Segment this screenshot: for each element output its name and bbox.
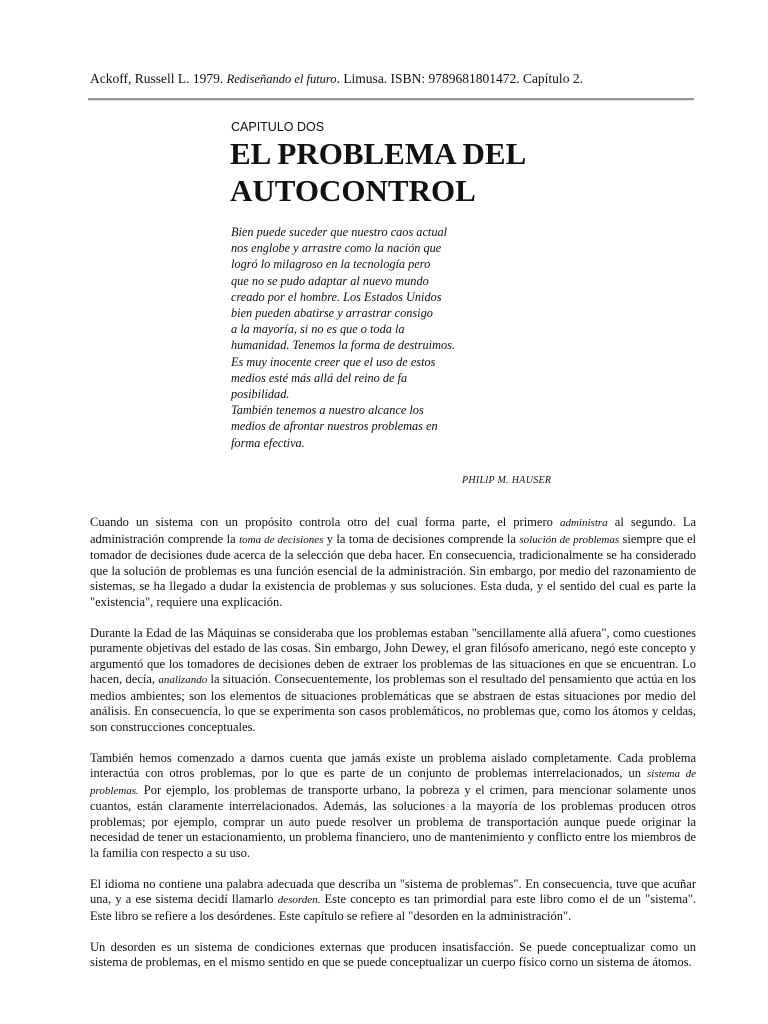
paragraph-text: Este concepto es tan primordial para este libro como el de un "sistema". Este libro se refiere a los desórdenes. Este capítulo se refiere al "desorden en la administración". (90, 892, 696, 923)
epigraph-line: posibilidad. (231, 387, 290, 402)
citation-author-year: Ackoff, Russell L. 1979. (90, 71, 227, 86)
citation-publisher: . Limusa. ISBN: 9789681801472. Capítulo 2. (336, 71, 583, 86)
paragraph-text: al segundo. La administración comprende la (90, 515, 697, 546)
paragraph-text: siempre que el tomador de decisiones dude acerca de la selección que deba hacer. En consecuencia, tradicionalmente se ha considerado que la solución de problemas es una función esencial de la administración. Sin embargo, por medio del razonamiento de sistemas, se ha llegado a dudar la existencia de problemas y sus soluciones. Esta duda, y el sentido del cual es parte la "existencia", requiere una explicación. (90, 531, 697, 609)
chapter-title-line-2: AUTOCONTROL (230, 173, 476, 208)
epigraph-line: También tenemos a nuestro alcance los (231, 403, 424, 418)
epigraph-line: forma efectiva. (231, 435, 305, 450)
emphasis-term: solución de problemas (519, 533, 620, 546)
paragraph-text: También hemos comenzado a darnos cuenta que jamás existe un problema aislado completamente. Cada problema interactúa con otros problemas, por lo que es parte de un conjunto de problemas interrelacionados, un (90, 750, 696, 780)
epigraph-line: creado por el hombre. Los Estados Unidos (231, 289, 442, 304)
citation-header (90, 71, 690, 87)
paragraph-text: la situación. Consecuentemente, los problemas son el resultado del pensamiento que actúa en los medios ambientes; son los elementos de situaciones problemáticas que se abstraen de estas situaciones por medio del análisis. En consecuencia, lo que se experimenta son casos problemáticos, no problemas que, como los átomos y celdas, son construcciones conceptuales. (90, 672, 696, 734)
emphasis-term: toma de decisiones (239, 533, 324, 546)
epigraph-line: Bien puede suceder que nuestro caos actual (231, 225, 448, 239)
paragraph (90, 940, 696, 971)
paragraph (90, 751, 696, 862)
epigraph-line: logró lo milagroso en la tecnología pero (231, 257, 431, 272)
chapter-label: CAPITULO DOS (231, 120, 325, 134)
epigraph-line: que no se pudo adaptar al nuevo mundo (231, 273, 429, 288)
epigraph-line: humanidad. Tenemos la forma de destruimos. (231, 338, 455, 353)
chapter-title-line-1: EL PROBLEMA DEL (230, 136, 527, 171)
paragraph-text: Cuando un sistema con un propósito controla otro del cual forma parte, el primero (90, 515, 560, 529)
body-text (90, 515, 696, 986)
emphasis-term: analizando (158, 674, 208, 686)
paragraph-text: El idioma no contiene una palabra adecuada que describa un "sistema de problemas". En consecuencia, tuve que acuñar una, y a ese sistema decidí llamarlo (90, 876, 696, 906)
epigraph-line: nos englobe y arrastre como la nación que (231, 241, 442, 256)
paragraph (90, 626, 696, 736)
paragraph-text: Un desorden es un sistema de condiciones externas que producen insatisfacción. Se puede conceptualizar como un sistema de problemas, en el mismo sentido en que se puede conceptualizar un cuerpo físico corno un sistema de átomos. (90, 939, 696, 969)
paragraph (90, 515, 696, 610)
emphasis-term: administra (559, 517, 608, 529)
epigraph (231, 224, 531, 451)
epigraph-author: PHILlP M. HAUSER (462, 475, 552, 486)
paragraph (90, 877, 696, 925)
emphasis-term: sistema de problemas. (90, 768, 696, 797)
epigraph-line: medios esté más allá del reino de fa (231, 370, 408, 385)
citation-book-title: Rediseñando el futuro (226, 72, 337, 86)
epigraph-line: bien pueden abatirse y arrastrar consigo (231, 306, 433, 321)
epigraph-line: Es muy inocente creer que el uso de estos (231, 354, 436, 369)
header-divider (88, 98, 694, 101)
epigraph-line: a la mayoría, si no es que o toda la (231, 322, 405, 337)
paragraph-text: Por ejemplo, los problemas de transporte urbano, la pobreza y el crimen, para mencionar solamente unos cuantos, están claramente interrelacionados. Además, las soluciones a la mayoría de los problemas producen otros problemas; por ejemplo, comprar un auto puede resolver un problema de transportación aunque puede originar la necesidad de tener un estacionamiento, un problema financiero, uno de mantenimiento y conflicto entre los miembros de la familia con respecto a su uso. (90, 782, 696, 860)
paragraph-text: y la toma de decisiones comprende la (323, 531, 520, 546)
emphasis-term: desorden. (277, 894, 321, 906)
paragraph-text: Durante la Edad de las Máquinas se consideraba que los problemas estaban "sencillamente allá afuera", como cuestiones puramente objetivas del estado de las cosas. Sin embargo, John Dewey, el gran filósofo americano, negó este concepto y argumentó que los tomadores de decisiones deben de extraer los problemas de las situaciones en que se encuentran. Lo hacen, decía, (90, 625, 696, 686)
chapter-title (230, 135, 526, 209)
epigraph-line: medios de afrontar nuestros problemas en (231, 419, 438, 434)
